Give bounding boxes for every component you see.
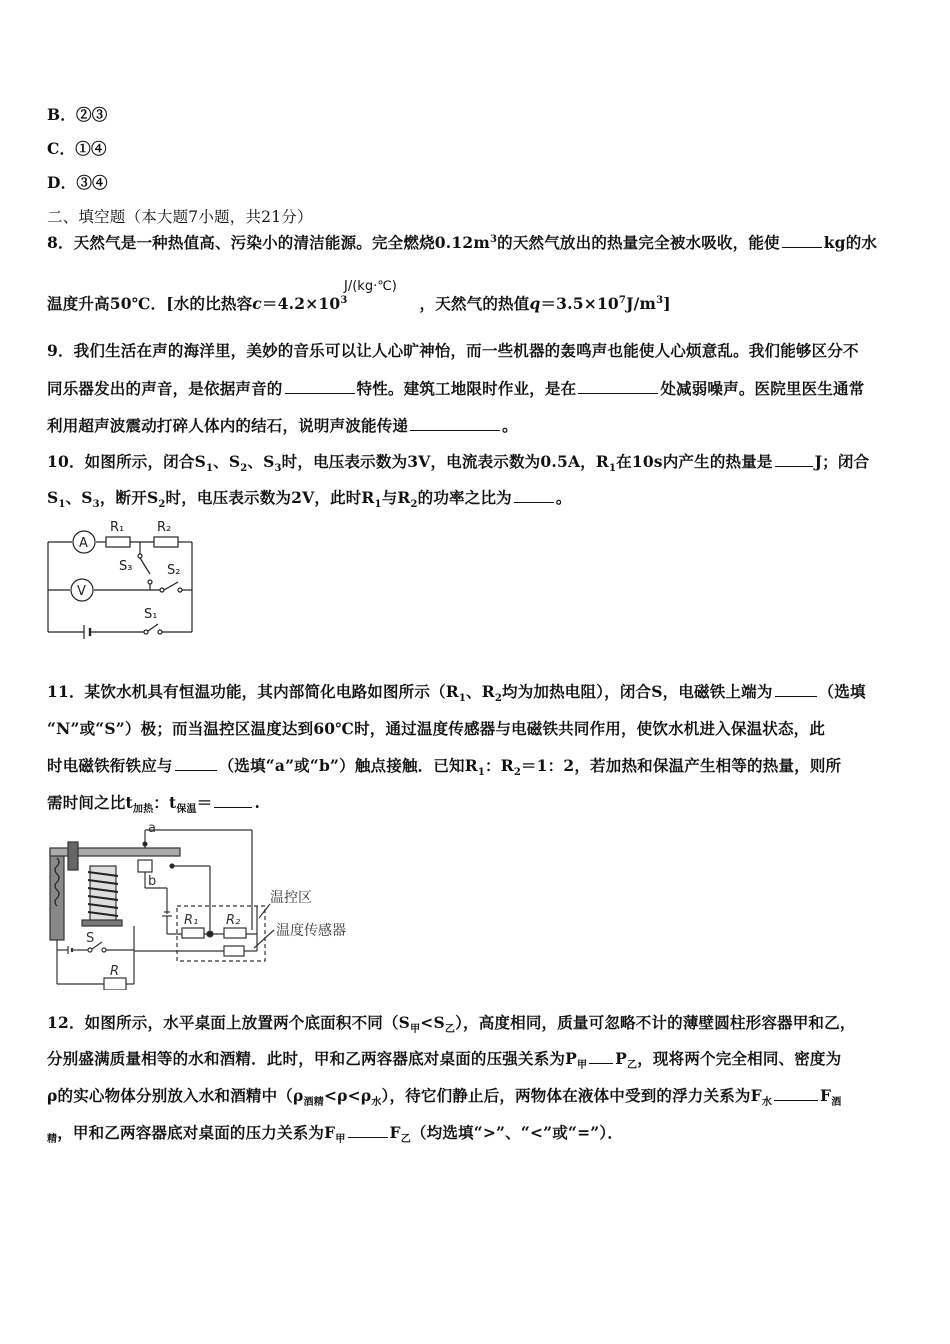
voltmeter-label: V [77, 584, 86, 599]
s2-label: S₂ [167, 563, 181, 578]
contact-b-label: b [148, 874, 157, 889]
r1-label: R₁ [110, 520, 125, 535]
question-9-line-3: 利用超声波震动打碎人体内的结石，说明声波能传递 。 [47, 416, 518, 435]
question-12-line-4: $_精$，甲和乙两容器底对桌面的压力关系为$F_甲$ $F_乙$（均选填“>”、“<”或“=”）． [47, 1123, 624, 1146]
question-9-line-2: 同乐器发出的声音，是依据声音的 特性。建筑工地限时作业，是在 处减弱噪声。医院里医生通常 [47, 379, 865, 398]
q10-circuit-diagram [40, 512, 205, 640]
question-11-line-3: 时电磁铁衔铁应与 （选填“a”或“b”）触点接触．已知$R_1$：$R_2=1$：2，若加热和保温产生相等的热量，则所 [47, 756, 842, 779]
s3-label: S₃ [119, 559, 133, 574]
s1-label: S₁ [144, 607, 158, 622]
section-title: 二、填空题（本大题7小题，共21分） [47, 208, 313, 226]
heater-r2-label: R₂ [226, 913, 241, 928]
option-b: B．②③ [47, 105, 108, 124]
question-9-line-1: 9．我们生活在声的海洋里，美妙的音乐可以让人心旷神怡，而一些机器的轰鸣声也能使人心烦意乱。我们能够区分不 [47, 341, 859, 360]
option-c: C．①④ [47, 139, 107, 158]
resistor-r-label: R [110, 964, 120, 979]
temp-sensor-label: 温度传感器 [276, 923, 346, 939]
question-10-line-2: $S_1$、$S_3$，断开$S_2$时，电压表示数为2V，此时$R_1$与$R_2$的功率之比为 。 [47, 488, 572, 511]
question-8-line-2: 温度升高50℃．[水的比热容$c=4.2\times 10^3$ ，天然气的热值$q=3.5\times 10^7J/m^3$] [47, 294, 671, 313]
question-11-line-1: 11．某饮水机具有恒温功能，其内部简化电路如图所示（$R_1$、$R_2$均为加热电阻），闭合S，电磁铁上端为 （选填 [47, 682, 866, 705]
question-12-line-3: ρ的实心物体分别放入水和酒精中$(\rho_{酒精}<\rho<\rho_水)$，待它们静止后，两物体在液体中受到的浮力关系为$F_水$ $F_酒$ [47, 1086, 842, 1109]
q11-thermostat-circuit [42, 822, 372, 990]
question-10-line-1: 10．如图所示，闭合$S_1$、$S_2$、$S_3$时，电压表示数为3V，电流表示数为0.5A，$R_1$在10s内产生的热量是 J；闭合 [47, 452, 870, 475]
option-d: D．③④ [47, 173, 108, 192]
specific-heat-unit: J/(kg·℃) [344, 279, 397, 294]
question-11-line-4: 需时间之比$t_{加热}$：$t_{保温}=$ . [47, 793, 261, 816]
r2-label: R₂ [157, 520, 172, 535]
contact-a-label: a [148, 822, 156, 836]
question-8-line-1: 8．天然气是一种热值高、污染小的清洁能源。完全燃烧$0.12m^3$的天然气放出的热量完全被水吸收，能使 kg的水 [47, 233, 878, 252]
heater-r1-label: R₁ [184, 913, 199, 928]
switch-s-label: S [86, 931, 95, 946]
question-11-line-2: “N”或“S”）极；而当温控区温度达到60℃时，通过温度传感器与电磁铁共同作用，使饮水机进入保温状态，此 [47, 719, 826, 738]
temp-zone-label: 温控区 [270, 890, 312, 906]
question-12-line-1: 12．如图所示，水平桌面上放置两个底面积不同$(S_甲<S_乙)$，高度相同，质量可忽略不计的薄壁圆柱形容器甲和乙， [47, 1013, 856, 1036]
ammeter-label: A [79, 536, 88, 551]
question-12-line-2: 分别盛满质量相等的水和酒精．此时，甲和乙两容器底对桌面的压强关系为$P_甲$ $P_乙$，现将两个完全相同、密度为 [47, 1049, 842, 1072]
